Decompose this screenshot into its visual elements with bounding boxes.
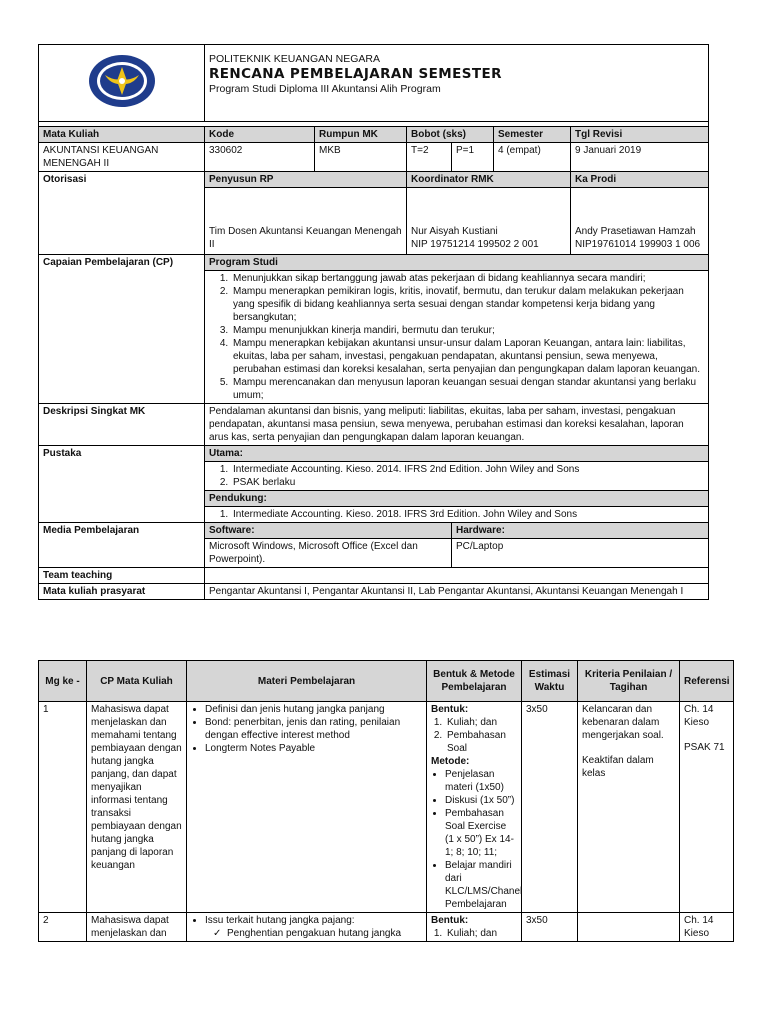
bentuk-item: 2. Pembahasan Soal [445, 729, 517, 755]
penyusun-name: Tim Dosen Akuntansi Keuangan Menengah II [209, 226, 402, 250]
koordinator-nip: NIP 19751214 199502 2 001 [411, 239, 539, 250]
value-tgl-revisi: 9 Januari 2019 [571, 143, 709, 172]
document-title: RENCANA PEMBELAJARAN SEMESTER [209, 66, 502, 82]
label-software: Software: [205, 523, 452, 539]
bentuk-label: Bentuk: [431, 704, 469, 715]
row-estimasi: 3x50 [522, 913, 578, 942]
pustaka-pendukung-cell [205, 507, 709, 523]
cp-item: 1. Menunjukkan sikap bertanggung jawab atas pekerjaan di bidang keahliannya secara mandiri; [231, 272, 704, 285]
bentuk-item: 1. Kuliah; dan [445, 927, 517, 940]
table-row [39, 702, 734, 913]
rps-header-table [38, 44, 708, 600]
label-pendukung: Pendukung: [205, 491, 709, 507]
label-utama: Utama: [205, 446, 709, 462]
cp-list-cell [205, 271, 709, 404]
row-bentuk [427, 702, 522, 913]
value-kode: 330602 [205, 143, 315, 172]
row-kriteria [578, 702, 680, 913]
ref-item: Ch. 14 Kieso [684, 704, 714, 728]
label-kode: Kode [205, 127, 315, 143]
value-bobot-p: P=1 [452, 143, 494, 172]
software-value: Microsoft Windows, Microsoft Office (Excel dan Powerpoint). [205, 539, 452, 568]
row-materi [187, 702, 427, 913]
title-block [205, 45, 709, 122]
materi-item: • Bond: penerbitan, jenis dan rating, penilaian dengan effective interest method [205, 716, 422, 742]
cp-list [209, 272, 704, 402]
label-mata-kuliah: Mata Kuliah [39, 127, 205, 143]
row-ref: Ch. 14 Kieso [680, 913, 734, 942]
kaprodi-name: Andy Prasetiawan Hamzah [575, 226, 696, 237]
metode-item: • Pembahasan Soal Exercise (1 x 50”) Ex 14-1; 8; 10; 11; [445, 807, 517, 859]
bentuk-item: 1. Kuliah; dan [445, 716, 517, 729]
hardware-value: PC/Laptop [452, 539, 709, 568]
materi-item: • Longterm Notes Payable [205, 742, 422, 755]
deskripsi-text: Pendalaman akuntansi dan bisnis, yang meliputi: liabilitas, ekuitas, laba per saham, investasi, pengakuan pendapatan, akuntansi masa pensiun, sewa menyewa, perubahan estimasi dan koreksi kesalahan, laporan arus kas, serta penyajian dan pengungkapan dalam laporan keuangan. [205, 404, 709, 446]
materi-item: • Definisi dan jenis hutang jangka panjang [205, 703, 422, 716]
header-bentuk: Bentuk & Metode Pembelajaran [427, 661, 522, 702]
row-estimasi: 3x50 [522, 702, 578, 913]
label-tgl-revisi: Tgl Revisi [571, 127, 709, 143]
value-mata-kuliah: AKUNTANSI KEUANGAN MENENGAH II [39, 143, 205, 172]
header-mg: Mg ke - [39, 661, 87, 702]
row-materi [187, 913, 427, 942]
koordinator-name: Nur Aisyah Kustiani [411, 226, 498, 237]
row-mg: 1 [39, 702, 87, 913]
program-name: Program Studi Diploma III Akuntansi Alih Program [209, 83, 441, 95]
kaprodi-signature [571, 188, 709, 255]
pustaka-utama-item: 2. PSAK berlaku [231, 476, 704, 489]
row-mg: 2 [39, 913, 87, 942]
institution-logo [87, 53, 157, 109]
institution-name: POLITEKNIK KEUANGAN NEGARA [209, 53, 380, 65]
table-row [39, 913, 734, 942]
row-kriteria [578, 913, 680, 942]
value-bobot-t: T=2 [407, 143, 452, 172]
row-cp: Mahasiswa dapat menjelaskan dan memahami tentang pembiayaan dengan hutang jangka panjang, dan dapat menyajikan informasi tentang transaksi pembiayaan dengan hutang jangka panjang di laporan keuangan [87, 702, 187, 913]
cp-item: 5. Mampu merencanakan dan menyusun laporan keuangan sesuai dengan standar akuntansi yang berlaku umum; [231, 376, 704, 402]
bentuk-label: Bentuk: [431, 915, 469, 926]
label-program-studi: Program Studi [205, 255, 709, 271]
metode-label: Metode: [431, 756, 470, 767]
label-penyusun: Penyusun RP [205, 172, 407, 188]
team-teaching-value [205, 568, 709, 584]
label-semester: Semester [494, 127, 571, 143]
label-pustaka: Pustaka [39, 446, 205, 523]
value-rumpun: MKB [315, 143, 407, 172]
row-cp: Mahasiswa dapat menjelaskan dan [87, 913, 187, 942]
koordinator-signature [407, 188, 571, 255]
header-estimasi: Estimasi Waktu [522, 661, 578, 702]
materi-item: • Issu terkait hutang jangka pajang: ✓ Penghentian pengakuan hutang jangka [205, 914, 422, 940]
materi-sub-item: ✓ Penghentian pengakuan hutang jangka [227, 927, 422, 940]
pustaka-pendukung-item: 1. Intermediate Accounting. Kieso. 2018. IFRS 3rd Edition. John Wiley and Sons [231, 508, 704, 521]
kriteria-item: Kelancaran dan kebenaran dalam mengerjakan soal. [582, 704, 664, 741]
row-ref [680, 702, 734, 913]
ref-item: PSAK 71 [684, 742, 725, 753]
kaprodi-nip: NIP19761014 199903 1 006 [575, 239, 701, 250]
label-koordinator: Koordinator RMK [407, 172, 571, 188]
cp-item: 2. Mampu menerapkan pemikiran logis, kritis, inovatif, bermutu, dan terukur dalam melakukan pekerjaan yang spesifik di bidang keahliannya serta sesuai dengan standar kompetensi kerja bidang yang bersangkutan; [231, 285, 704, 324]
kriteria-item: Keaktifan dalam kelas [582, 755, 654, 779]
header-ref: Referensi [680, 661, 734, 702]
label-deskripsi: Deskripsi Singkat MK [39, 404, 205, 446]
label-otorisasi: Otorisasi [39, 172, 205, 255]
pustaka-utama-cell [205, 462, 709, 491]
label-media: Media Pembelajaran [39, 523, 205, 568]
schedule-table [38, 660, 733, 942]
row-bentuk [427, 913, 522, 942]
label-cp: Capaian Pembelajaran (CP) [39, 255, 205, 404]
header-materi: Materi Pembelajaran [187, 661, 427, 702]
metode-item: • Penjelasan materi (1x50) [445, 768, 517, 794]
logo-cell [39, 45, 205, 122]
metode-item: • Belajar mandiri dari KLC/LMS/Chanel Pembelajaran [445, 859, 517, 911]
pustaka-utama-item: 1. Intermediate Accounting. Kieso. 2014. IFRS 2nd Edition. John Wiley and Sons [231, 463, 704, 476]
label-bobot: Bobot (sks) [407, 127, 494, 143]
label-prasyarat: Mata kuliah prasyarat [39, 584, 205, 600]
cp-item: 4. Mampu menerapkan kebijakan akuntansi unsur-unsur dalam Laporan Keuangan, antara lain: liabilitas, ekuitas, laba per saham, investasi, pengakuan pendapatan, akuntansi pensiun, sewa menyewa, perubahan estimasi dan koreksi kesalahan, serta penyajian dan pengungkapan dalam laporan keuangan. [231, 337, 704, 376]
cp-item: 3. Mampu menunjukkan kinerja mandiri, bermutu dan terukur; [231, 324, 704, 337]
header-cp: CP Mata Kuliah [87, 661, 187, 702]
label-team-teaching: Team teaching [39, 568, 205, 584]
prasyarat-value: Pengantar Akuntansi I, Pengantar Akuntansi II, Lab Pengantar Akuntansi, Akuntansi Keuangan Menengah I [205, 584, 709, 600]
penyusun-signature [205, 188, 407, 255]
metode-item: • Diskusi (1x 50”) [445, 794, 517, 807]
label-hardware: Hardware: [452, 523, 709, 539]
header-kriteria: Kriteria Penilaian / Tagihan [578, 661, 680, 702]
value-semester: 4 (empat) [494, 143, 571, 172]
label-kaprodi: Ka Prodi [571, 172, 709, 188]
label-rumpun: Rumpun MK [315, 127, 407, 143]
